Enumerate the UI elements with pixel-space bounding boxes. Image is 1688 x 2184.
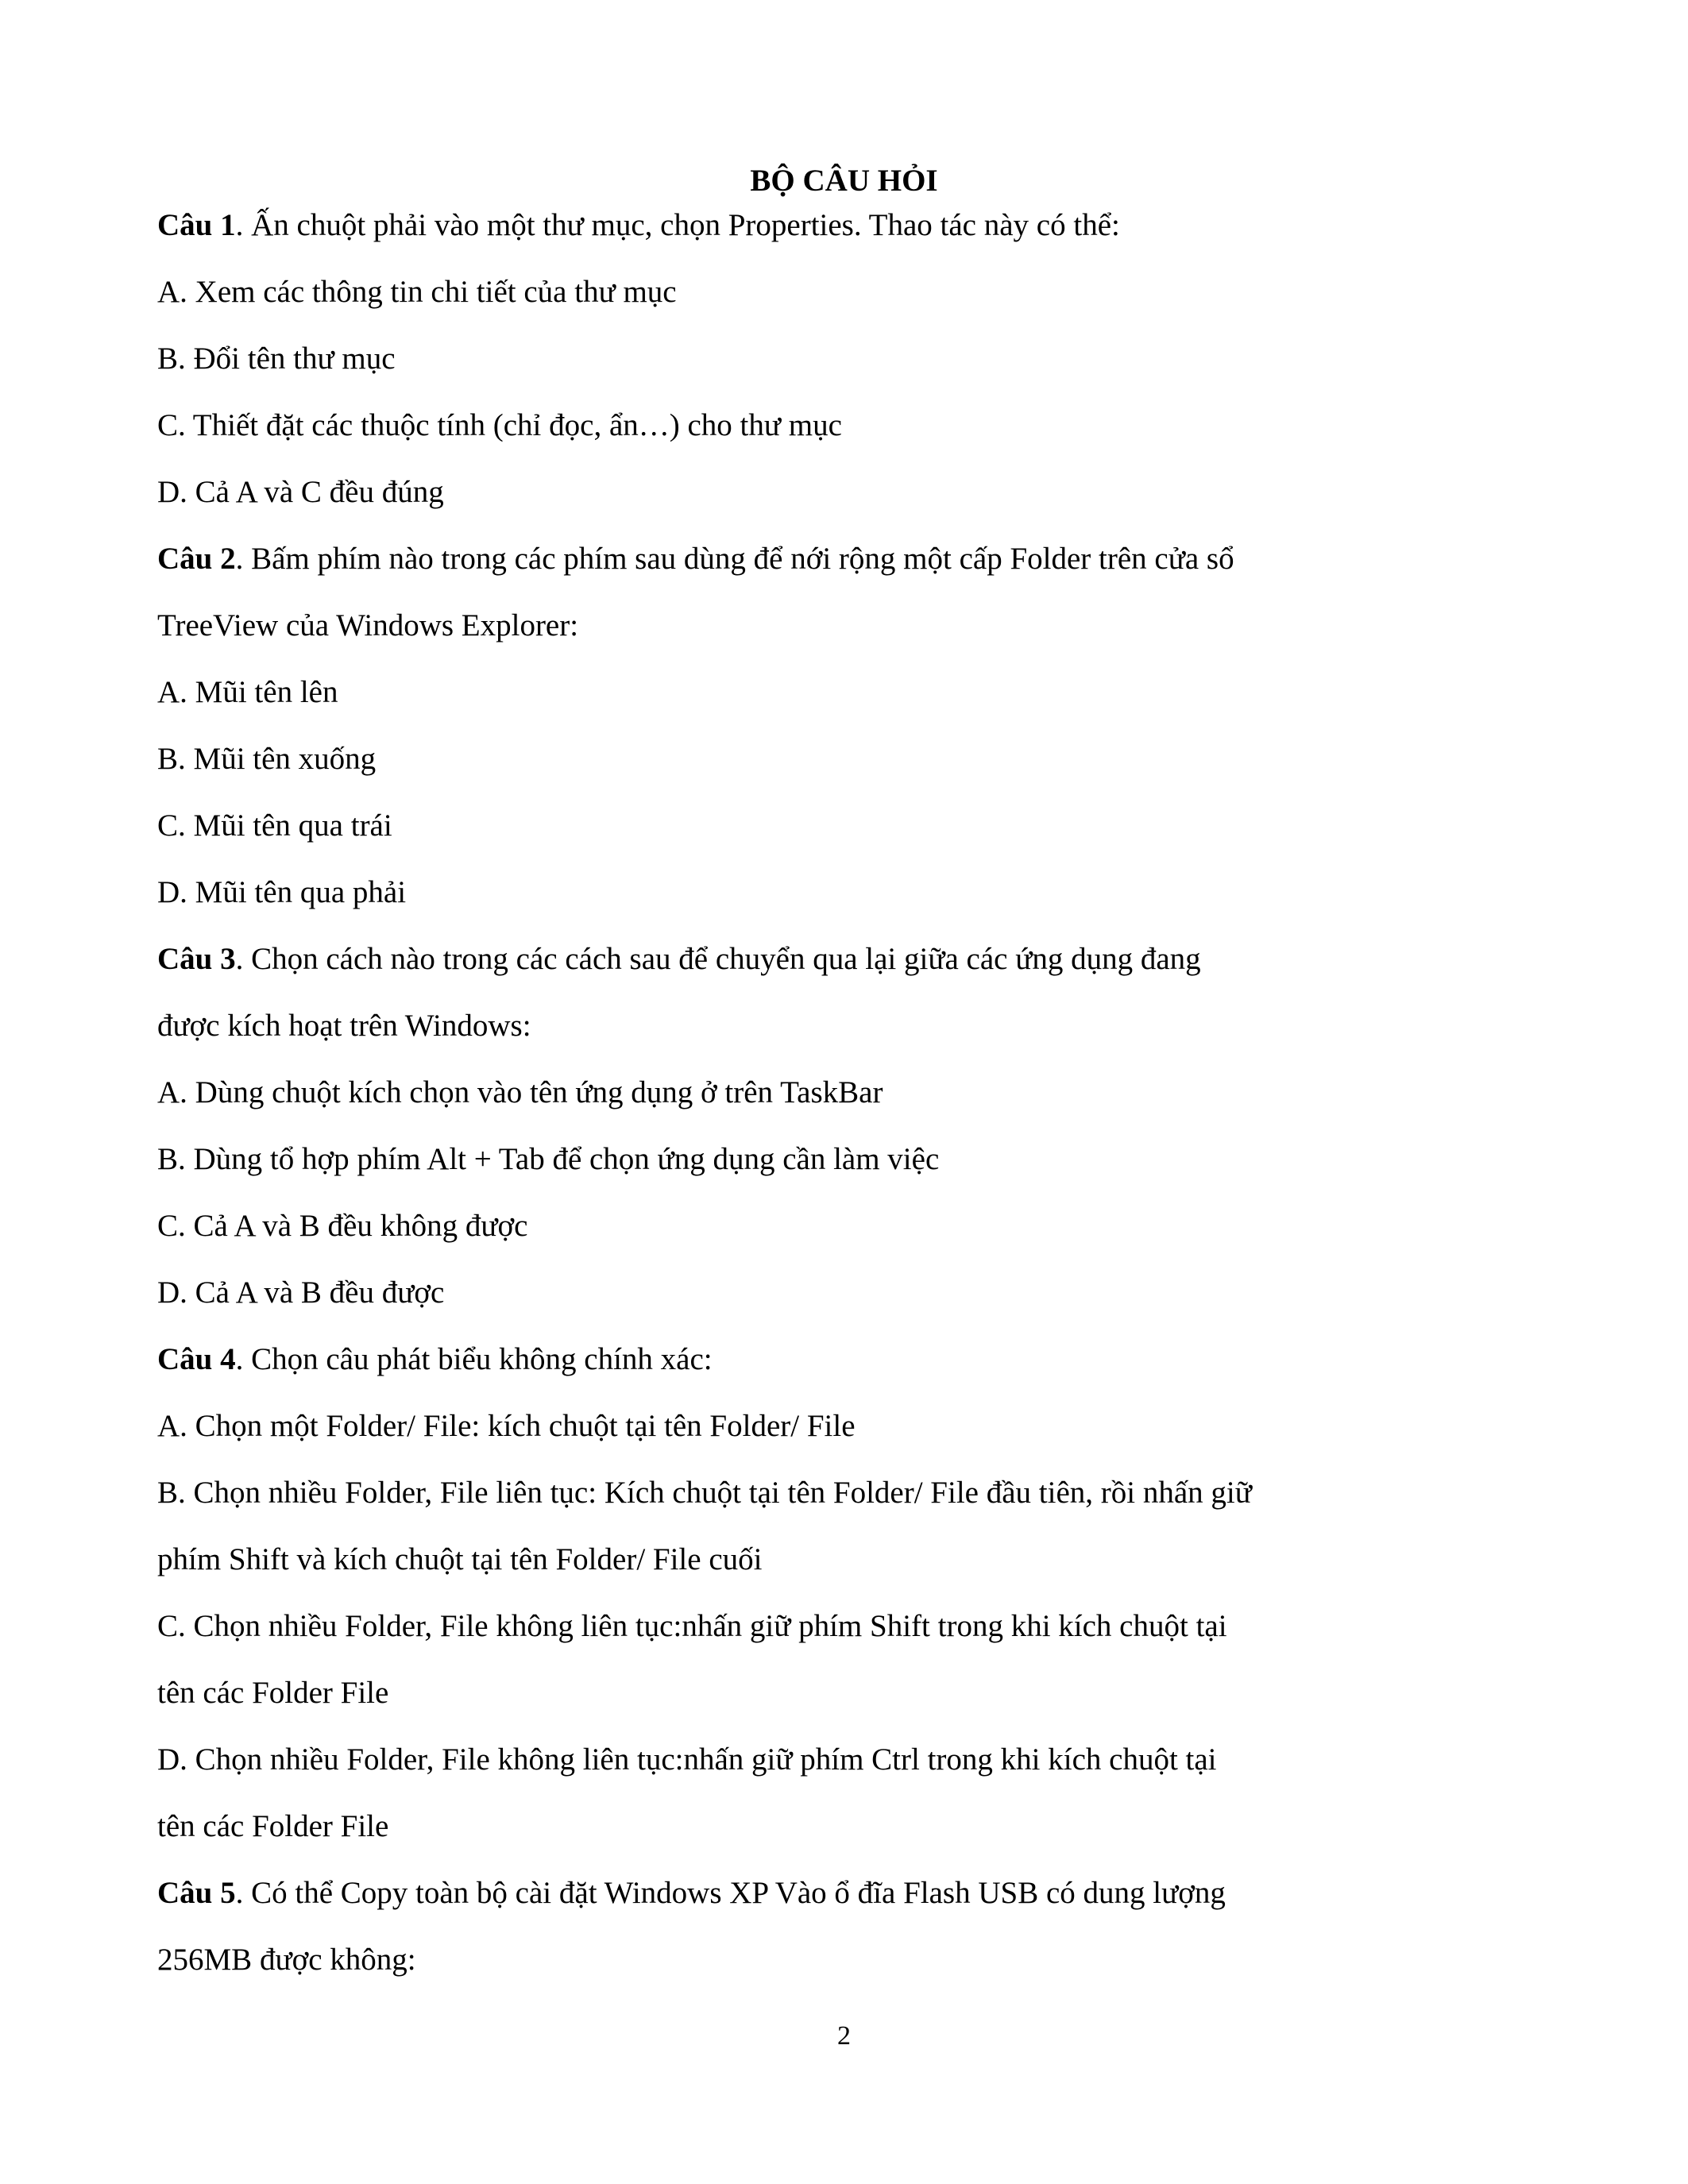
question-label: Câu 2 bbox=[157, 542, 236, 576]
question-text: TreeView của Windows Explorer: bbox=[157, 608, 579, 642]
question-label: Câu 4 bbox=[157, 1342, 236, 1376]
answer-option: B. Mũi tên xuống bbox=[157, 742, 377, 776]
answer-option: C. Cả A và B đều không được bbox=[157, 1209, 528, 1243]
answer-option: B. Chọn nhiều Folder, File liên tục: Kích chuột tại tên Folder/ File đầu tiên, rồi nhấn giữ bbox=[157, 1476, 1252, 1510]
question-block bbox=[157, 526, 1555, 926]
question-stem bbox=[157, 526, 1555, 592]
question-stem-continuation bbox=[157, 592, 1555, 659]
question-text: 256MB được không: bbox=[157, 1943, 416, 1977]
question-stem bbox=[157, 192, 1555, 259]
question-block bbox=[157, 192, 1555, 526]
answer-option: D. Chọn nhiều Folder, File không liên tục:nhấn giữ phím Ctrl trong khi kích chuột tại bbox=[157, 1742, 1217, 1777]
question-block bbox=[157, 926, 1555, 1326]
question-block bbox=[157, 1860, 1555, 1993]
question-text: được kích hoạt trên Windows: bbox=[157, 1009, 531, 1043]
answer-option: A. Xem các thông tin chi tiết của thư mục bbox=[157, 275, 677, 309]
question-stem-continuation bbox=[157, 1927, 1555, 1993]
question-label: Câu 5 bbox=[157, 1876, 236, 1910]
answer-option: A. Chọn một Folder/ File: kích chuột tại tên Folder/ File bbox=[157, 1409, 856, 1443]
question-text: . Có thể Copy toàn bộ cài đặt Windows XP Vào ổ đĩa Flash USB có dung lượng bbox=[235, 1876, 1226, 1910]
answer-option: D. Cả A và B đều được bbox=[157, 1275, 445, 1310]
question-label: Câu 3 bbox=[157, 942, 236, 976]
answer-option: D. Mũi tên qua phải bbox=[157, 875, 407, 909]
question-stem bbox=[157, 1326, 1555, 1393]
answer-option: D. Cả A và C đều đúng bbox=[157, 475, 444, 509]
answer-option: B. Dùng tổ hợp phím Alt + Tab để chọn ứng dụng cần làm việc bbox=[157, 1142, 940, 1176]
question-text: . Bấm phím nào trong các phím sau dùng để nới rộng một cấp Folder trên cửa sổ bbox=[235, 542, 1234, 576]
answer-option: A. Mũi tên lên bbox=[157, 675, 338, 709]
question-stem bbox=[157, 926, 1555, 993]
document-title: BỘ CÂU HỎI bbox=[750, 164, 938, 198]
question-label: Câu 1 bbox=[157, 208, 236, 242]
answer-option: B. Đổi tên thư mục bbox=[157, 341, 396, 376]
question-stem bbox=[157, 1860, 1555, 1927]
answer-option-continuation: phím Shift và kích chuột tại tên Folder/ File cuối bbox=[157, 1542, 763, 1576]
answer-option: C. Mũi tên qua trái bbox=[157, 808, 392, 843]
question-block bbox=[157, 1326, 1555, 1860]
answer-option: C. Chọn nhiều Folder, File không liên tục:nhấn giữ phím Shift trong khi kích chuột tại bbox=[157, 1609, 1227, 1643]
answer-option: C. Thiết đặt các thuộc tính (chỉ đọc, ẩn…) cho thư mục bbox=[157, 408, 842, 442]
question-text: . Ấn chuột phải vào một thư mục, chọn Properties. Thao tác này có thể: bbox=[235, 208, 1120, 242]
answer-option-continuation: tên các Folder File bbox=[157, 1809, 389, 1843]
page-number: 2 bbox=[837, 2021, 851, 2051]
question-text: . Chọn cách nào trong các cách sau để chuyển qua lại giữa các ứng dụng đang bbox=[235, 942, 1201, 976]
question-stem-continuation bbox=[157, 993, 1555, 1059]
question-list bbox=[157, 192, 1555, 1993]
answer-option-continuation: tên các Folder File bbox=[157, 1676, 389, 1710]
question-text: . Chọn câu phát biểu không chính xác: bbox=[235, 1342, 713, 1376]
answer-option: A. Dùng chuột kích chọn vào tên ứng dụng ở trên TaskBar bbox=[157, 1075, 883, 1109]
